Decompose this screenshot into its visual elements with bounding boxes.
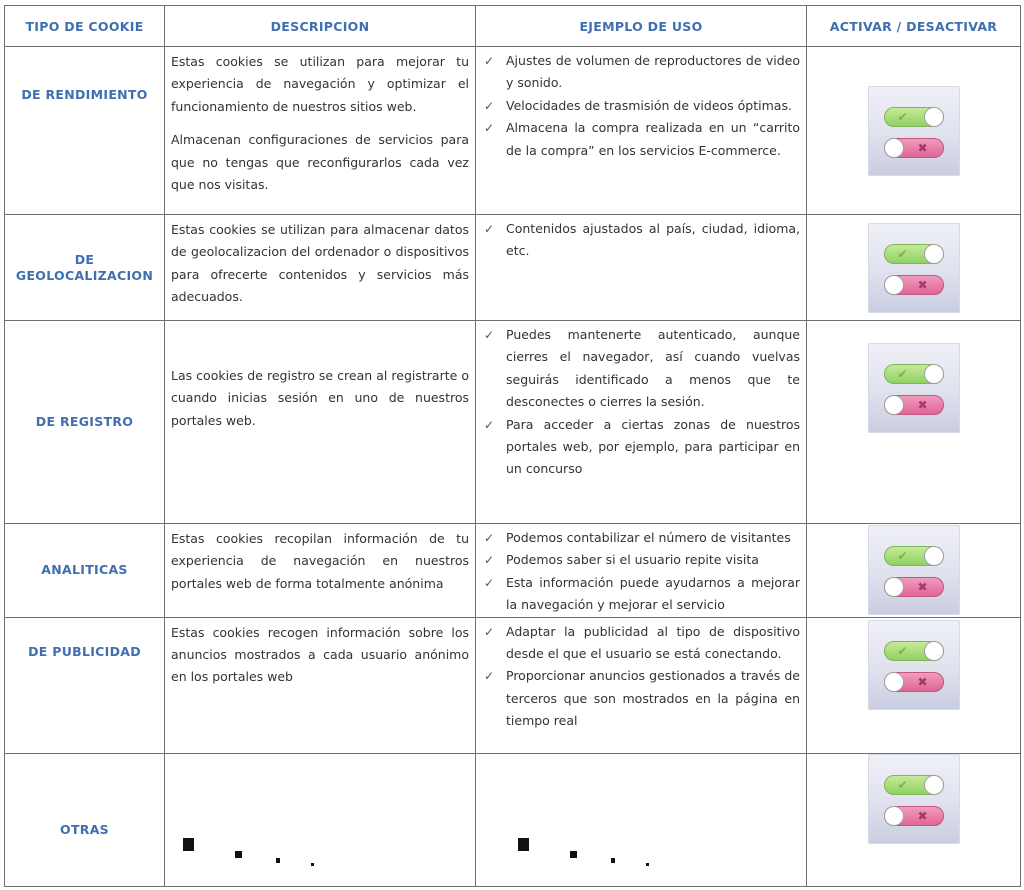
cross-icon: ✖	[917, 580, 928, 595]
table-row	[5, 524, 1021, 618]
description-paragraph: Estas cookies recogen información sobre los anuncios mostrados a cada usuario anónimo en los portales web	[171, 624, 469, 685]
activate-switch[interactable]	[884, 775, 944, 795]
cookie-toggle	[868, 343, 960, 433]
switch-knob	[925, 642, 943, 660]
ellipsis-marks	[476, 754, 806, 885]
cookie-examples	[476, 617, 807, 753]
cookie-type	[5, 215, 165, 321]
example-item: ✓ Esta información puede ayudarnos a mejorar la navegación y mejorar el servicio	[482, 572, 800, 617]
activate-switch[interactable]	[884, 244, 944, 264]
cookie-toggle	[868, 754, 960, 844]
check-icon: ✓	[484, 624, 495, 639]
check-icon: ✓	[484, 669, 495, 684]
example-item: ✓ Para acceder a ciertas zonas de nuestros portales web, por ejemplo, para participar en un concurso	[482, 414, 800, 481]
cookie-toggle	[868, 223, 960, 313]
example-item: ✓ Contenidos ajustados al país, ciudad, idioma, etc.	[482, 218, 800, 263]
description-paragraph: Almacenan configuraciones de servicios para que no tengas que reconfigurarlos cada vez que nos visitas.	[171, 132, 469, 193]
header-descripcion: DESCRIPCION	[165, 6, 476, 47]
cookie-type: DE PUBLICIDAD	[5, 617, 165, 753]
toggle-cell	[807, 617, 1021, 753]
check-icon: ✓	[484, 417, 495, 432]
description-paragraph: Estas cookies se utilizan para almacenar datos de geolocalizacion del ordenador o dispositivos para ofrecerte contenidos y servicios más adecuados.	[171, 222, 469, 305]
table-row	[5, 47, 1021, 215]
cookie-examples	[476, 753, 807, 886]
switch-knob	[885, 139, 903, 157]
cookie-table-container	[4, 5, 1020, 887]
cookie-description	[165, 753, 476, 886]
check-icon: ✓	[484, 121, 495, 136]
check-icon: ✓	[484, 54, 495, 68]
example-item: ✓ Puedes mantenerte autenticado, aunque cierres el navegador, así cuando vuelvas seguirás identificado a menos que te desconectes o cierres la sesión.	[482, 324, 800, 414]
header-ejemplo: EJEMPLO DE USO	[476, 6, 807, 47]
switch-knob	[925, 108, 943, 126]
cookie-table	[4, 5, 1021, 887]
description-paragraph: Estas cookies se utilizan para mejorar tu experiencia de navegación y optimizar el funcionamiento de nuestros sitios web.	[171, 54, 469, 114]
description-paragraph: Estas cookies recopilan información de tu experiencia de navegación en nuestros portales web de forma totalmente anónima	[171, 531, 469, 591]
cookie-examples	[476, 524, 807, 618]
toggle-cell	[807, 321, 1021, 524]
example-item: ✓ Proporcionar anuncios gestionados a través de terceros que son mostrados en la página en tiempo real	[482, 665, 800, 732]
example-item: ✓ Ajustes de volumen de reproductores de video y sonido.	[482, 50, 800, 95]
deactivate-switch[interactable]	[884, 275, 944, 295]
cross-icon: ✖	[917, 674, 928, 689]
deactivate-switch[interactable]	[884, 577, 944, 597]
cookie-type-line: GEOLOCALIZACION	[15, 267, 154, 283]
activate-switch[interactable]	[884, 641, 944, 661]
activate-switch[interactable]	[884, 364, 944, 384]
switch-knob	[885, 673, 903, 691]
header-row	[5, 6, 1021, 47]
cookie-toggle	[868, 86, 960, 176]
table-row	[5, 321, 1021, 524]
check-icon: ✓	[484, 553, 495, 568]
table-row	[5, 753, 1021, 886]
deactivate-switch[interactable]	[884, 672, 944, 692]
check-icon: ✔	[897, 109, 908, 124]
cookie-examples	[476, 215, 807, 321]
cookie-description	[165, 215, 476, 321]
cookie-description	[165, 321, 476, 524]
switch-knob	[925, 547, 943, 565]
check-icon: ✓	[484, 328, 495, 342]
example-item: ✓ Almacena la compra realizada en un “carrito de la compra” en los servicios E-commerce.	[482, 117, 800, 162]
check-icon: ✓	[484, 98, 495, 113]
check-icon: ✓	[484, 575, 495, 590]
cookie-description	[165, 524, 476, 618]
ellipsis-marks	[165, 754, 475, 885]
check-icon: ✓	[484, 222, 495, 236]
header-tipo: TIPO DE COOKIE	[5, 6, 165, 47]
deactivate-switch[interactable]	[884, 138, 944, 158]
switch-knob	[885, 396, 903, 414]
check-icon: ✔	[897, 643, 908, 658]
toggle-cell	[807, 215, 1021, 321]
cookie-description	[165, 617, 476, 753]
toggle-cell	[807, 753, 1021, 886]
example-item: ✓ Adaptar la publicidad al tipo de dispositivo desde el que el usuario se está conectando.	[482, 621, 800, 666]
cookie-toggle	[868, 620, 960, 710]
check-icon: ✔	[897, 367, 908, 381]
cookie-examples	[476, 321, 807, 524]
cross-icon: ✖	[917, 277, 928, 292]
description-paragraph: Las cookies de registro se crean al registrarte o cuando inicias sesión en uno de nuestros portales web.	[171, 368, 469, 428]
deactivate-switch[interactable]	[884, 395, 944, 415]
example-item: ✓ Podemos saber si el usuario repite visita	[482, 549, 800, 571]
switch-knob	[885, 276, 903, 294]
cookie-type-line: DE	[74, 251, 95, 267]
cookie-type: OTRAS	[5, 753, 165, 886]
cookie-examples	[476, 47, 807, 215]
cookie-type: DE RENDIMIENTO	[5, 47, 165, 215]
cross-icon: ✖	[917, 808, 928, 823]
toggle-cell	[807, 47, 1021, 215]
cross-icon: ✖	[917, 140, 928, 155]
check-icon: ✔	[897, 246, 908, 261]
example-item: ✓ Podemos contabilizar el número de visitantes	[482, 527, 800, 549]
switch-knob	[925, 776, 943, 794]
activate-switch[interactable]	[884, 107, 944, 127]
header-activar: ACTIVAR / DESACTIVAR	[807, 6, 1021, 47]
cookie-toggle	[868, 525, 960, 615]
toggle-cell	[807, 524, 1021, 618]
cookie-type: ANALITICAS	[5, 524, 165, 618]
cross-icon: ✖	[917, 398, 928, 412]
cookie-description	[165, 47, 476, 215]
switch-knob	[925, 245, 943, 263]
check-icon: ✔	[897, 777, 908, 792]
table-row	[5, 215, 1021, 321]
table-row	[5, 617, 1021, 753]
check-icon: ✔	[897, 549, 908, 564]
activate-switch[interactable]	[884, 546, 944, 566]
check-icon: ✓	[484, 531, 495, 545]
switch-knob	[885, 807, 903, 825]
cookie-type: DE REGISTRO	[5, 321, 165, 524]
example-item: ✓ Velocidades de trasmisión de videos óptimas.	[482, 95, 800, 117]
switch-knob	[925, 365, 943, 383]
deactivate-switch[interactable]	[884, 806, 944, 826]
switch-knob	[885, 578, 903, 596]
